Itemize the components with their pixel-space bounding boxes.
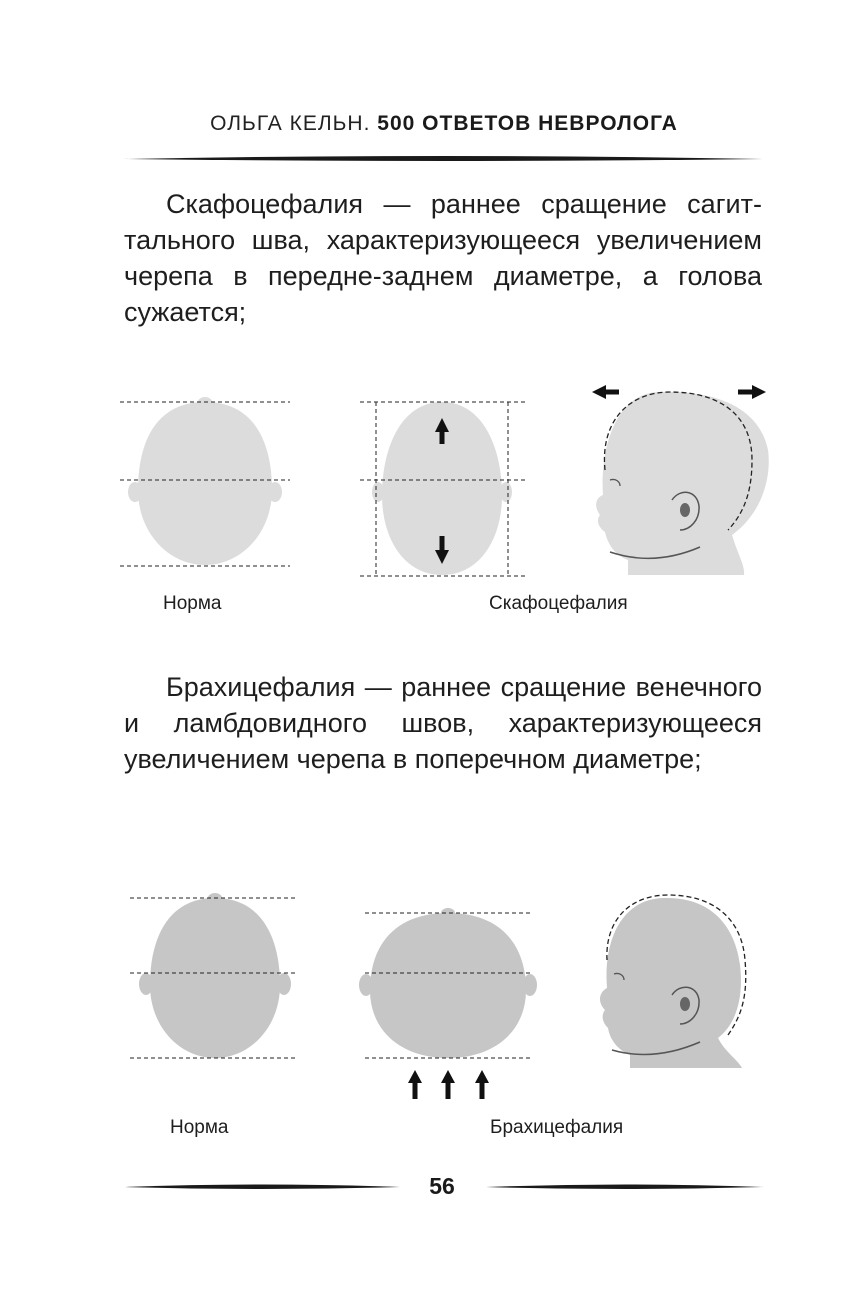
caption-normal-1: Норма (163, 593, 222, 614)
paragraph-brachycephaly (124, 669, 762, 777)
paragraph-brachycephaly-text: Брахицефалия — раннее сращение венечного и ламбдовидного швов, характеризующееся увеличением черепа в поперечном диаметре; (124, 672, 762, 774)
arrow-left-icon (592, 385, 619, 399)
arrow-right-icon (738, 385, 766, 399)
normal-head-front (120, 397, 290, 566)
scaphocephaly-head-front (360, 402, 525, 576)
arrow-up-icon (408, 1070, 489, 1099)
footer-rule-right (486, 1182, 764, 1192)
figure-brachycephaly (0, 880, 845, 1110)
caption-scaphocephaly: Скафоцефалия (489, 593, 628, 614)
header-author: ОЛЬГА КЕЛЬН. (210, 112, 371, 135)
normal-head-front-2 (130, 893, 298, 1058)
page-number: 56 (429, 1173, 455, 1199)
brachycephaly-head-profile (600, 895, 746, 1068)
caption-brachycephaly: Брахицефалия (490, 1117, 624, 1138)
brachycephaly-head-front (359, 908, 537, 1099)
footer-rule-left (124, 1182, 400, 1192)
paragraph-scaphocephaly (124, 186, 762, 330)
scaphocephaly-head-profile (592, 385, 769, 575)
figure-scaphocephaly (0, 375, 845, 585)
running-header (124, 112, 764, 152)
header-rule (124, 154, 764, 164)
paragraph-scaphocephaly-text: Скафоцефалия — раннее сращение сагиттального шва, характеризующееся увеличением черепа в передне-заднем диаметре, а голова сужается; (124, 189, 762, 327)
caption-normal-2: Норма (170, 1117, 229, 1138)
header-book-title: 500 ОТВЕТОВ НЕВРОЛОГА (377, 112, 678, 135)
